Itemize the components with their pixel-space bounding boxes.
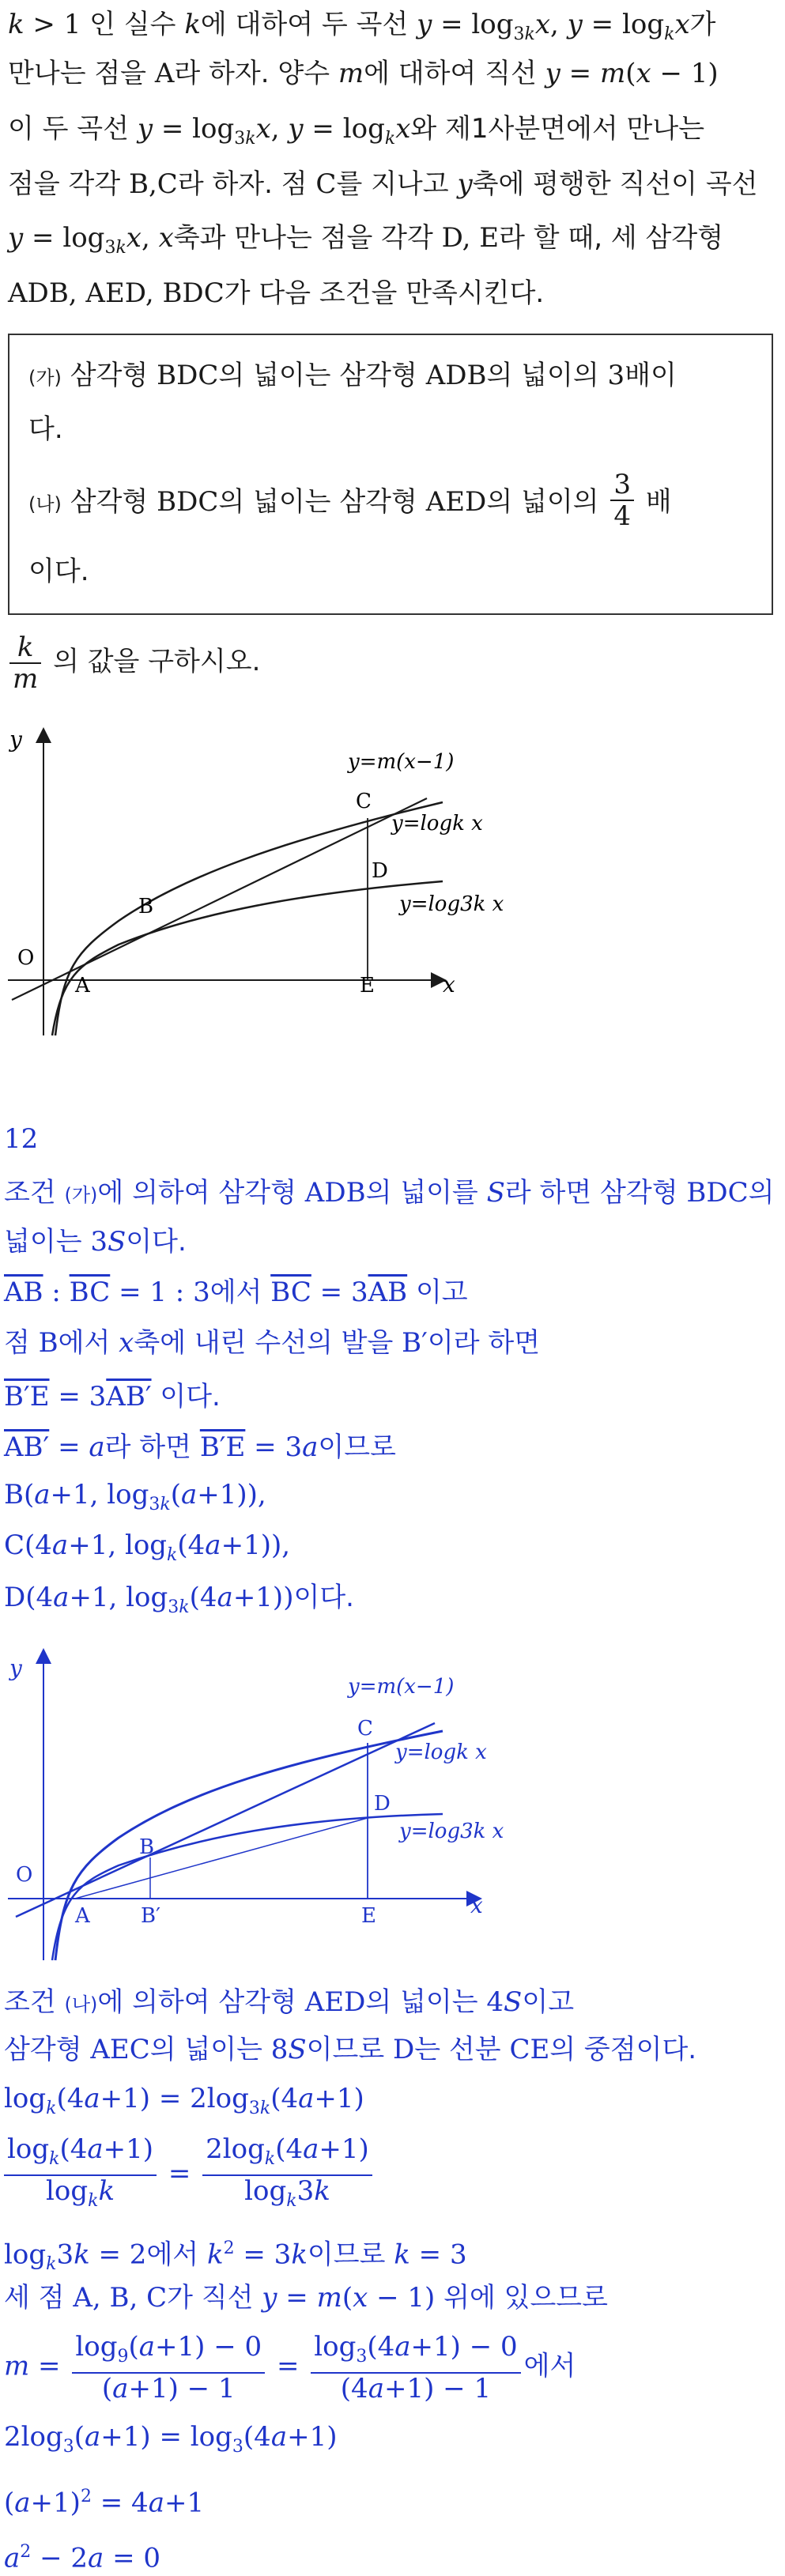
condition-b-continued: 이다.: [28, 556, 89, 587]
solution-line-17: $(a+1)^2 = 4a+1$: [4, 2487, 205, 2519]
solution-line-3: $\overline{AB}$ : $\overline{BC} = 1$ : 3에서 $\overline{BC} = 3\overline{AB}$ 이고: [4, 1277, 468, 1308]
problem-line-2: 만나는 점을 A라 하자. 양수 m에 대하여 직선 y = m(x − 1): [8, 58, 719, 89]
solution-line-14: 세 점 A, B, C가 직선 y = m(x − 1) 위에 있으므로: [4, 2282, 608, 2314]
curve-log-k: [55, 802, 443, 1035]
label-c: C: [356, 790, 372, 813]
problem-line-4: 점을 각각 B,C라 하자. 점 C를 지나고 y축에 평행한 직선이 곡선: [8, 168, 758, 200]
label-c: C: [357, 1717, 373, 1741]
curve-log-3k: [52, 1814, 443, 1960]
label-line-eq: y=m(x−1): [348, 1675, 455, 1699]
label-y: y: [9, 726, 22, 752]
line-y-m-x-1: [16, 1723, 435, 1917]
solution-line-10: 조건 (나)에 의하여 삼각형 AED의 넓이는 4S이고: [4, 1986, 575, 2018]
label-e: E: [360, 974, 375, 998]
solution-line-5: B′E = 3AB′ 이다.: [4, 1381, 221, 1412]
label-d: D: [374, 1792, 391, 1816]
solution-line-11: 삼각형 AEC의 넓이는 8S이므로 D는 선분 CE의 중점이다.: [4, 2034, 697, 2065]
label-e: E: [361, 1904, 376, 1928]
problem-line-1: k > 1 인 실수 k에 대하여 두 곡선 $y = \log_{3k}x$, $y = \log_kx$가: [8, 9, 716, 44]
label-b: B: [139, 1835, 155, 1859]
solution-number: 12: [4, 1123, 39, 1155]
condition-b: (나) 삼각형 BDC의 넓이는 삼각형 AED의 넓이의 $\frac{3}{4}$ 배: [28, 469, 672, 532]
question: $\frac{k}{m}$ 의 값을 구하시오.: [6, 632, 260, 694]
solution-line-9: D(4a+1, $\log_{3k}(4a+1)$)이다.: [4, 1582, 354, 1617]
solution-line-12: $\log_k(4a+1) = 2\log_{3k}(4a+1)$: [4, 2083, 364, 2118]
label-b: B: [138, 895, 154, 918]
solution-fraction-eq-2: m = $\frac{\log_9(a+1) - 0}{(a+1) - 1}$ = $\frac{\log_3(4a+1) - 0}{(4a+1) - 1}$ 에서: [4, 2331, 576, 2404]
label-x: x: [443, 971, 455, 998]
condition-b-label: (나): [28, 493, 62, 515]
solution-line-6: AB′ = a라 하면 B′E = 3a이므로: [4, 1431, 396, 1463]
label-x: x: [470, 1892, 483, 1918]
condition-a-continued: 다.: [28, 413, 63, 445]
solution-graph: [0, 1644, 553, 1976]
solution-line-4: 점 B에서 x축에 내린 수선의 발을 B′이라 하면: [4, 1327, 541, 1359]
label-y: y: [9, 1655, 22, 1681]
curve-log-k: [55, 1731, 443, 1960]
problem-line-6: ADB, AED, BDC가 다음 조건을 만족시킨다.: [8, 277, 545, 309]
label-o: O: [16, 1863, 33, 1887]
condition-a: (가) 삼각형 BDC의 넓이는 삼각형 ADB의 넓이의 3배이: [28, 360, 677, 391]
curve-log-3k: [52, 881, 443, 1035]
solution-line-8: C(4a+1, $\log_k(4a+1)$),: [4, 1529, 291, 1565]
label-line-eq: y=m(x−1): [348, 750, 455, 774]
label-a: A: [75, 974, 90, 998]
line-y-m-x-1: [12, 798, 427, 1000]
segment-ad: [75, 1818, 368, 1899]
solution-fraction-eq-1: $\frac{\log_k(4a+1)}{\log_kk}$ = $\frac{2\log_k(4a+1)}{\log_k3k}$: [4, 2134, 376, 2216]
fraction-k-over-m: $\frac{k}{m}$: [9, 632, 41, 694]
label-a: A: [75, 1904, 90, 1928]
label-curve-log-k: y=logk x: [391, 812, 483, 835]
label-b-prime: B′: [141, 1904, 161, 1928]
label-curve-log-3k: y=log3k x: [399, 892, 504, 916]
label-d: D: [372, 859, 388, 883]
problem-line-5: $y = \log_{3k}x$, x축과 만나는 점을 각각 D, E라 할 때, 세 삼각형: [8, 222, 724, 258]
solution-line-18: $a^2 - 2a = 0$: [4, 2542, 161, 2574]
label-o: O: [17, 946, 35, 970]
label-curve-log-k: y=logk x: [395, 1741, 487, 1764]
condition-a-label: (가): [28, 367, 62, 389]
problem-graph: [0, 723, 553, 1063]
solution-line-2: 넓이는 3S이다.: [4, 1226, 187, 1258]
solution-line-1: 조건 (가)에 의하여 삼각형 ADB의 넓이를 S라 하면 삼각형 BDC의: [4, 1177, 775, 1209]
fraction-three-quarters: $\frac{3}{4}$: [610, 470, 634, 531]
solution-line-16: $2\log_3(a+1) = \log_3(4a+1)$: [4, 2421, 338, 2457]
problem-line-3: 이 두 곡선 $y = \log_{3k}x$, $y = \log_kx$와 제1사분면에서 만나는: [8, 113, 705, 149]
label-curve-log-3k: y=log3k x: [399, 1820, 504, 1843]
solution-line-7: B(a+1, $\log_{3k}(a+1)$),: [4, 1479, 266, 1514]
solution-line-13: $\log_k3k = 2$에서 $k^2 = 3k$이므로 k = 3: [4, 2238, 467, 2275]
